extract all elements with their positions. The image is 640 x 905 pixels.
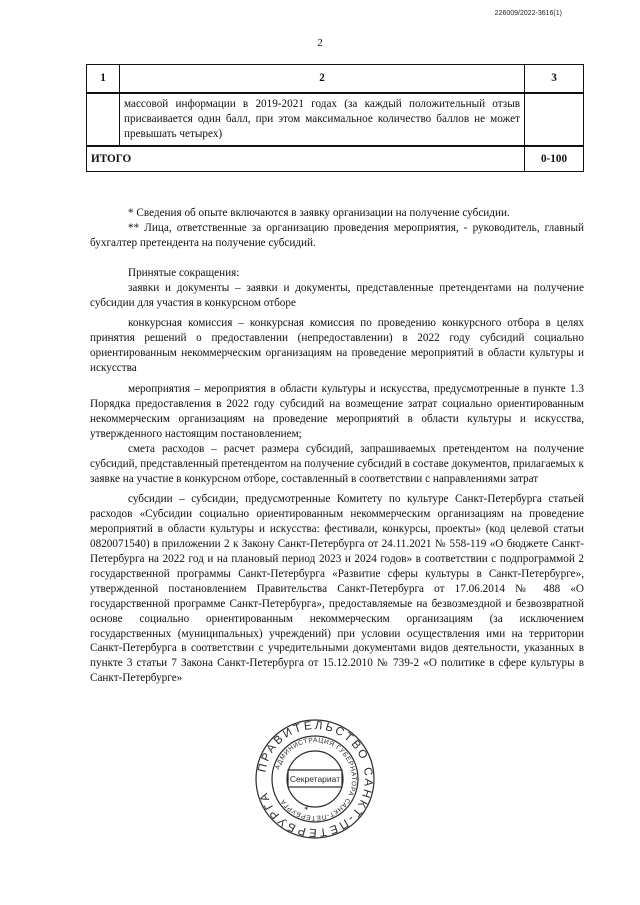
total-score: 0-100 bbox=[525, 146, 584, 172]
abbreviation-item: смета расходов – расчет размера субсидий, запрашиваемых претендентом на получение субсидий, представленный претендентом на получение субсидий в составе документов, прилагаемых к заявке на участие в конкурсном отборе, составленный в соответствии с направлениями затрат bbox=[90, 442, 584, 485]
abbreviation-item: субсидии – субсидии, предусмотренные Комитету по культуре Санкт-Петербурга статьей расходов «Субсидии социально ориентированным некоммерческим организациям на проведение мероприятий в области культуры и искусства: фестивали, конкурсы, проекты» (код целевой статьи 0820071540) в приложении 2 к Закону Санкт-Петербурга от 24.11.2021 № 558-119 «О бюджете Санкт-Петербурга на 2022 год и на плановый период 2023 и 2024 годов» в соответствии с подпрограммой 2 государственной программы Санкт-Петербурга «Развитие сферы культуры в Санкт-Петербурге», утвержденной постановлением Правительства Санкт-Петербурга от 17.06.2014 № 488 «О государственной программе Санкт-Петербурга», предоставляемые на безвозмездной и безвозвратной основе социально ориентированным некоммерческим организациям (за исключением государственных (муниципальных) учреждений) при условии осуществления ими на территории Санкт-Петербурга в соответствии с учредительными документами видов деятельности, указанных в пункте 3 статьи 7 Закона Санкт-Петербурга от 15.12.2010 № 739-2 «О политике в сфере культуры в Санкт-Петербурге» bbox=[90, 493, 584, 685]
stamp-inner-text: АДМИНИСТРАЦИЯ ГУБЕРНАТОРА САНКТ-ПЕТЕРБУРГА bbox=[274, 736, 358, 822]
criteria-table bbox=[86, 64, 584, 172]
body-text bbox=[90, 206, 584, 686]
abbreviation-item: заявки и документы – заявки и документы, представленные претендентами на получение субсидии для участия в конкурсном отборе bbox=[90, 281, 584, 309]
header-cell-1: 1 bbox=[87, 65, 120, 94]
header-cell-3: 3 bbox=[525, 65, 584, 94]
table-cell-empty bbox=[87, 93, 120, 146]
abbreviation-item: конкурсная комиссия – конкурсная комиссия по проведению конкурсного отбора в целях принятия решений о предоставлении (непредоставлении) в 2022 году субсидий социально ориентированным некоммерческим организациям на проведение мероприятий в области культуры и искусства bbox=[90, 317, 584, 375]
total-row bbox=[87, 146, 584, 172]
footnote-1: * Сведения об опыте включаются в заявку организации на получение субсидии. bbox=[128, 207, 510, 219]
page-number: 2 bbox=[317, 37, 323, 49]
continuation-cell: массовой информации в 2019-2021 годах (за каждый положительный отзыв присваивается один балл, при этом максимальное количество баллов не может превышать четырех) bbox=[120, 93, 525, 146]
star-icon: * bbox=[304, 805, 309, 815]
total-label: ИТОГО bbox=[87, 146, 525, 172]
abbreviations-heading: Принятые сокращения: bbox=[128, 266, 240, 279]
secretariat-stamp bbox=[254, 718, 376, 840]
abbreviation-item: мероприятия – мероприятия в области культуры и искусства, предусмотренные в пункте 1.3 Порядка предоставления в 2022 году субсидий на возмещение затрат социально ориентированным некоммерческим организациям на проведение мероприятий в области культуры и искусства, утвержденного настоящим постановлением; bbox=[90, 383, 584, 440]
header-cell-2: 2 bbox=[120, 65, 525, 94]
document-number: 226009/2022-3616(1) bbox=[494, 10, 562, 17]
footnote-2: ** Лица, ответственные за организацию проведения мероприятия, - руководитель, главный бухгалтер претендента на получение субсидий. bbox=[90, 221, 584, 249]
table-row bbox=[87, 93, 584, 146]
table-cell-empty bbox=[525, 93, 584, 146]
stamp-center-text: Секретариат bbox=[289, 774, 341, 784]
stamp-outer-text: ПРАВИТЕЛЬСТВО САНКТ-ПЕТЕРБУРГА bbox=[256, 719, 375, 839]
table-header-row bbox=[87, 65, 584, 94]
